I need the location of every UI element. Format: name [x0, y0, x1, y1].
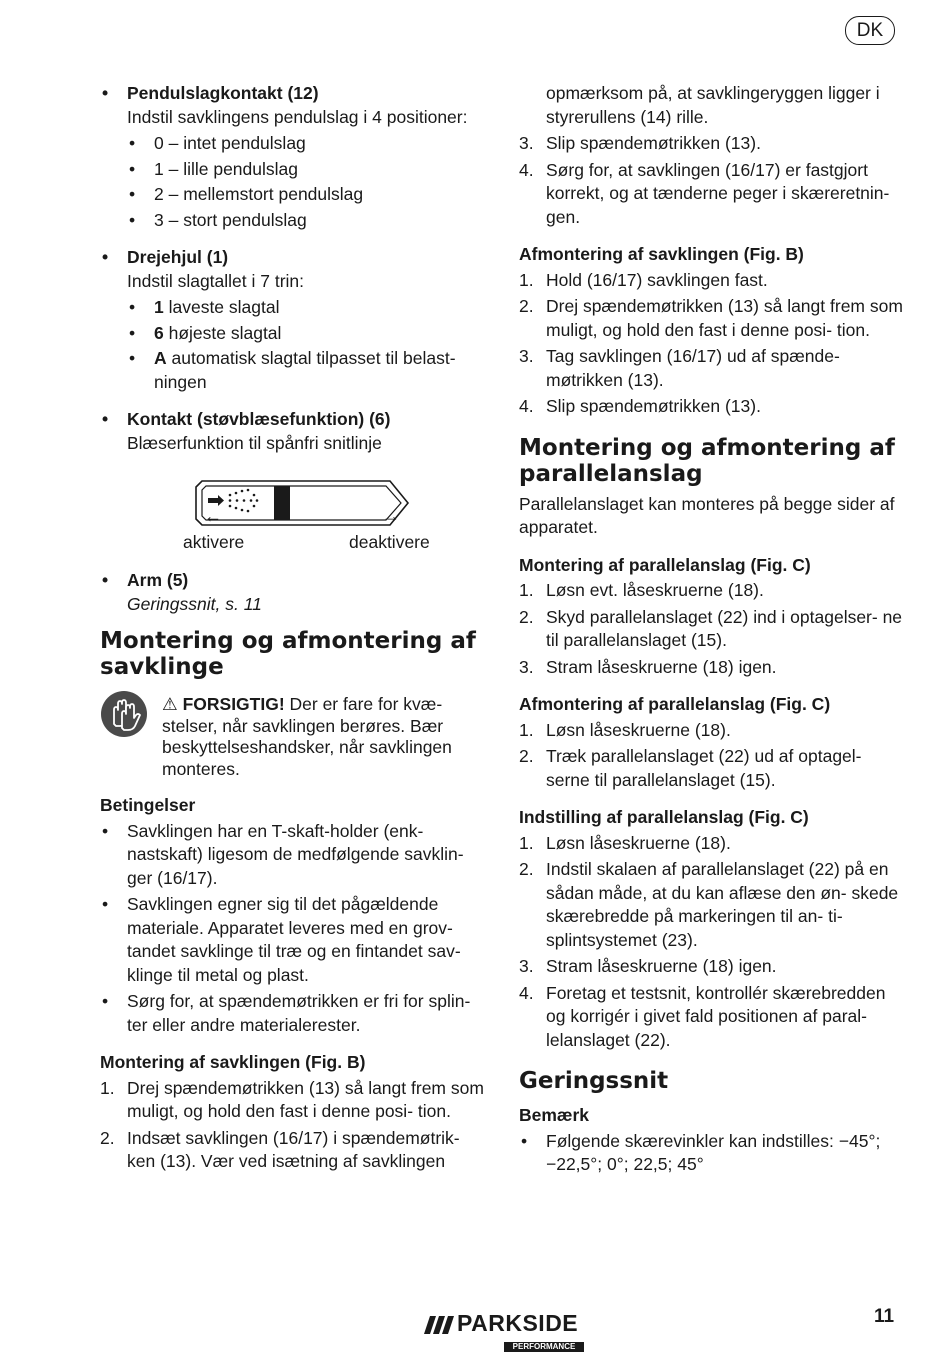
betingelser-item: • Savklingen har en T-skaft-holder (enk- nastskaft) ligesom de medfølgende savklin- ger (16/17).: [100, 820, 485, 891]
arrow-right-icon: →: [382, 506, 400, 526]
drejehjul-block: [100, 246, 485, 394]
step-number: 3.: [519, 346, 534, 366]
label-deactivate: deaktivere: [349, 532, 430, 552]
betingelser-item: • Sørg for, at spændemøtrikken er fri for splin- ter eller andre materialerester.: [100, 990, 485, 1037]
step-text: Sørg for, at savklingen (16/17) er fastgjort korrekt, og at tænderne peger i skæreretnin- gen.: [546, 159, 890, 227]
brand-name: PARKSIDE: [457, 1310, 579, 1336]
arrow-left-icon: ←: [204, 506, 222, 526]
drejehjul-desc: Indstil slagtallet i 7 trin:: [127, 270, 305, 291]
step-number: 1.: [100, 1077, 115, 1098]
brand-subline: PERFORMANCE: [512, 1342, 576, 1351]
blower-switch-diagram: [100, 461, 485, 561]
step-number: 1.: [519, 832, 534, 853]
step-number: 1.: [519, 580, 534, 600]
right-column: [519, 82, 904, 1177]
gloves-icon: [100, 690, 148, 738]
pendul-item: • 3 – stort pendulslag: [127, 209, 485, 233]
section-title-parallelanslag: Montering og afmontering af parallelanslag: [519, 434, 895, 487]
drejehjul-title: • Drejehjul (1): [100, 246, 485, 270]
warning-text: [162, 694, 485, 780]
montering-parallel-step: [519, 606, 904, 653]
geringssnit-item: • Følgende skærevinkler kan indstilles: −45°; −22,5°; 0°; 22,5; 45°: [519, 1130, 904, 1177]
montering-step: [519, 132, 904, 156]
drejehjul-text: laveste slagtal: [163, 297, 280, 317]
step-text: Hold (16/17) savklingen fast.: [546, 269, 768, 290]
indstilling-parallel-title: Indstilling af parallelanslag (Fig. C): [519, 807, 809, 827]
step-text: Stram låseskruerne (18) igen.: [546, 956, 777, 976]
step-text: Drej spændemøtrikken (13) så langt frem som muligt, og hold den fast i denne posi- tion.: [127, 1077, 484, 1121]
step-number: 3.: [519, 956, 534, 976]
pendul-item: • 0 – intet pendulslag: [127, 132, 485, 156]
step-number: 4.: [519, 396, 534, 416]
step-text: Løsn evt. låseskruerne (18).: [546, 580, 764, 600]
arm-title: • Arm (5): [100, 569, 485, 593]
afmontering-parallel-step: [519, 719, 904, 743]
afmontering-step: [519, 295, 904, 342]
step-text: opmærksom på, at savklingeryggen ligger i styrerullens (14) rille.: [546, 83, 880, 127]
drejehjul-item: [127, 296, 485, 320]
step-number: 2.: [519, 859, 534, 879]
pendul-item: • 2 – mellemstort pendulslag: [127, 183, 485, 207]
step-text: Indstil skalaen af parallelanslaget (22) på en sådan måde, at du kan aflæse den øn- skede skærebredde på markeringen til an- ti-splintsystemet (23).: [546, 859, 899, 950]
afmontering-step: [519, 395, 904, 419]
drejehjul-key: A: [154, 348, 167, 368]
montering-step-cont: [519, 82, 904, 129]
step-text: Løsn låseskruerne (18).: [546, 719, 731, 740]
warning-title: FORSIGTIG!: [182, 694, 285, 714]
afmontering-step: [519, 269, 904, 293]
pendul-desc: Indstil savklingens pendulslag i 4 positioner:: [127, 106, 468, 127]
montering-parallel-step: [519, 579, 904, 603]
step-number: 2.: [519, 606, 534, 627]
warning-body: Der er fare for kvæ- stelser, når savklingen berøres. Bær beskyttelseshandsker, når savklingen monteres.: [162, 694, 452, 779]
montering-parallel-step: [519, 656, 904, 680]
step-text: Slip spændemøtrikken (13).: [546, 396, 761, 416]
montering-step: [100, 1127, 485, 1174]
montering-step: [519, 159, 904, 230]
drejehjul-key: 1: [154, 297, 164, 317]
indstilling-parallel-step: [519, 858, 904, 952]
step-number: 1.: [519, 269, 534, 290]
step-text: Løsn låseskruerne (18).: [546, 832, 731, 853]
step-number: 2.: [519, 746, 534, 766]
indstilling-parallel-step: [519, 832, 904, 856]
montering-step: [100, 1077, 485, 1124]
step-number: 2.: [519, 296, 534, 316]
warning-block: [100, 694, 485, 780]
parallel-desc: Parallelanslaget kan monteres på begge sider af apparatet.: [519, 493, 895, 537]
label-activate: aktivere: [183, 532, 245, 552]
kontakt-desc: Blæserfunktion til spånfri snitlinje: [127, 432, 382, 453]
drejehjul-text: højeste slagtal: [163, 322, 282, 343]
step-number: 4.: [519, 159, 534, 180]
drejehjul-key: 6: [154, 322, 164, 343]
montering-parallel-title: Montering af parallelanslag (Fig. C): [519, 554, 811, 575]
step-text: Skyd parallelanslaget (22) ind i optagelser- ne til parallelanslaget (15).: [546, 606, 903, 650]
betingelser-title: Betingelser: [100, 795, 196, 815]
pendul-item: • 1 – lille pendulslag: [127, 158, 485, 182]
arm-reference: Geringssnit, s. 11: [127, 593, 262, 614]
pendul-title: • Pendulslagkontakt (12): [100, 82, 485, 106]
step-number: 2.: [100, 1127, 115, 1148]
afmontering-title: Afmontering af savklingen (Fig. B): [519, 244, 804, 264]
pendul-block: [100, 82, 485, 232]
bemaerk-title: Bemærk: [519, 1105, 590, 1125]
warning-signal-icon: ⚠: [162, 694, 178, 714]
step-text: Stram låseskruerne (18) igen.: [546, 656, 777, 677]
step-number: 3.: [519, 133, 534, 153]
drejehjul-text: automatisk slagtal tilpasset til belast- ningen: [154, 348, 456, 392]
step-text: Foretag et testsnit, kontrollér skærebredden og korrigér i givet fald positionen af paral- lelanslaget (22).: [546, 982, 886, 1050]
parkside-logo: [424, 1310, 586, 1354]
indstilling-parallel-step: [519, 955, 904, 979]
step-text: Indsæt savklingen (16/17) i spændemøtrik- ken (13). Vær ved isætning af savklingen: [127, 1127, 460, 1171]
betingelser-item: • Savklingen egner sig til det pågældende materiale. Apparatet leveres med en grov- tandet savklinge til træ og en fintandet sav- klinge til metal og plast.: [100, 893, 485, 987]
section-title-savklinge: Montering og afmontering af savklinge: [100, 628, 476, 680]
step-number: 4.: [519, 982, 534, 1003]
step-number: 3.: [519, 656, 534, 677]
step-number: 1.: [519, 719, 534, 740]
afmontering-parallel-title: Afmontering af parallelanslag (Fig. C): [519, 694, 831, 714]
step-text: Tag savklingen (16/17) ud af spænde- møtrikken (13).: [546, 346, 840, 390]
step-text: Drej spændemøtrikken (13) så langt frem som muligt, og hold den fast i denne posi- tion.: [546, 296, 903, 340]
step-text: Træk parallelanslaget (22) ud af optagel- serne til parallelanslaget (15).: [546, 746, 862, 790]
section-title-geringssnit: Geringssnit: [519, 1068, 669, 1094]
language-badge: DK: [845, 16, 895, 45]
arm-block: [100, 569, 485, 616]
kontakt-block: [100, 408, 485, 561]
step-text: Slip spændemøtrikken (13).: [546, 133, 761, 153]
left-column: [100, 82, 485, 1174]
afmontering-parallel-step: [519, 745, 904, 792]
afmontering-step: [519, 345, 904, 392]
drejehjul-item: [127, 347, 485, 394]
page-number: 11: [874, 1306, 895, 1327]
montering-title: Montering af savklingen (Fig. B): [100, 1052, 366, 1072]
kontakt-title: • Kontakt (støvblæsefunktion) (6): [100, 408, 485, 432]
drejehjul-item: [127, 322, 485, 346]
indstilling-parallel-step: [519, 982, 904, 1053]
